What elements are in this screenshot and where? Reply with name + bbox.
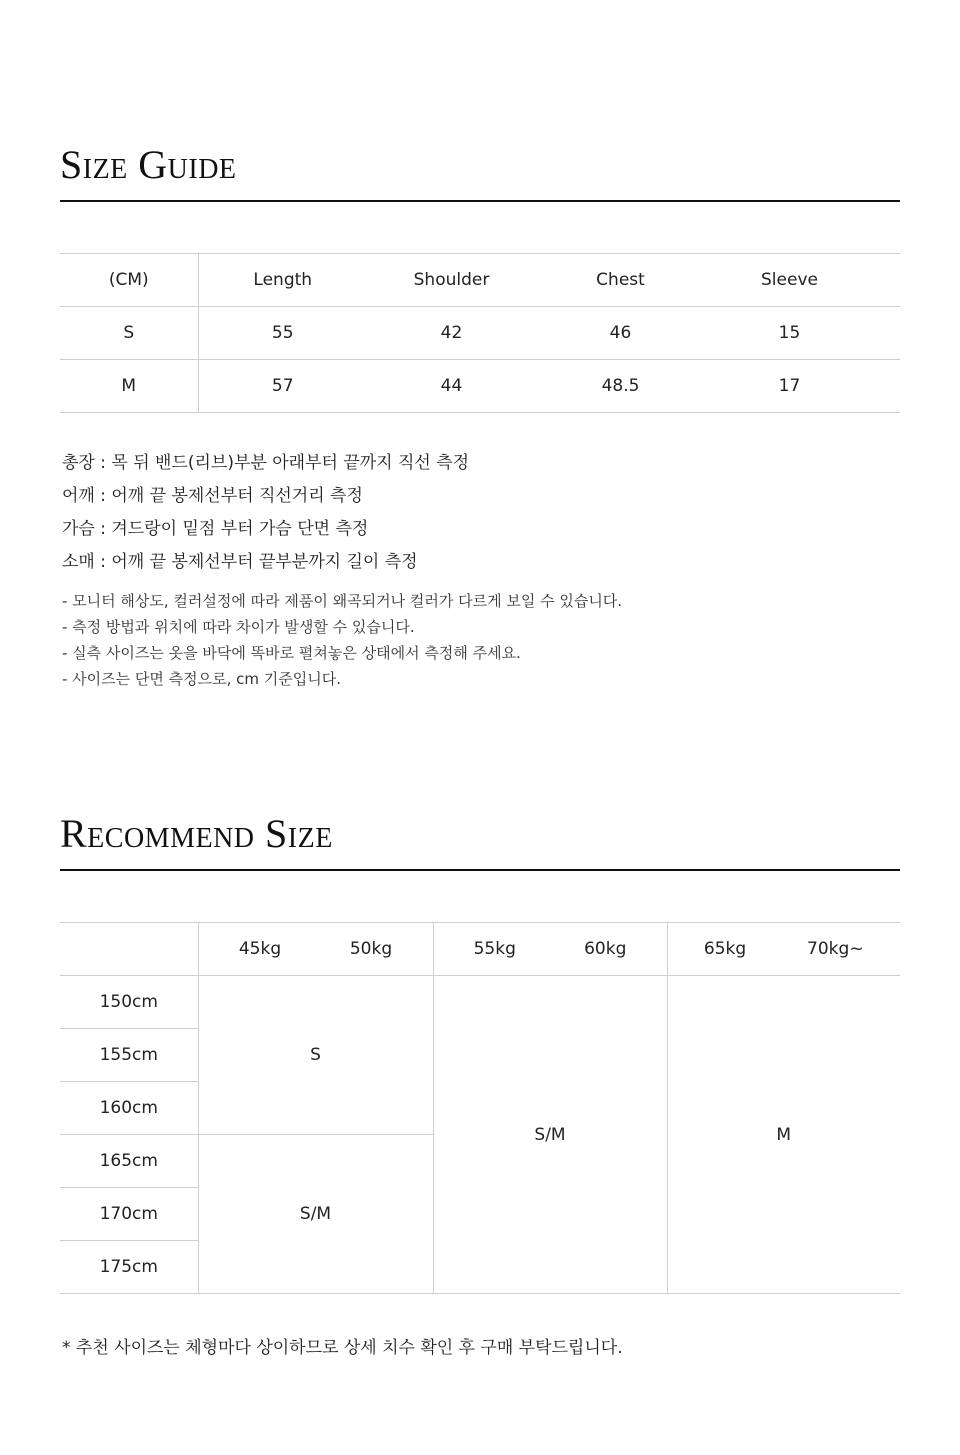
note-chest: 가슴 : 겨드랑이 밑점 부터 가슴 단면 측정 xyxy=(62,519,369,539)
disclaimer-notes xyxy=(62,588,622,692)
disclaimer-item: - 측정 방법과 위치에 따라 차이가 발생할 수 있습니다. xyxy=(62,618,415,636)
size-cell-s: S xyxy=(198,976,433,1135)
chest-value: 46 xyxy=(536,307,705,360)
measurement-notes xyxy=(62,447,469,579)
recommend-footnote: * 추천 사이즈는 체형마다 상이하므로 상세 치수 확인 후 구매 부탁드립니다. xyxy=(62,1338,623,1358)
size-guide-divider xyxy=(60,200,900,202)
size-cell-sm: S/M xyxy=(433,976,667,1294)
note-sleeve: 소매 : 어깨 끝 봉제선부터 끝부분까지 길이 측정 xyxy=(62,552,418,572)
length-value: 57 xyxy=(198,360,367,413)
height-label: 160cm xyxy=(60,1082,198,1135)
length-value: 55 xyxy=(198,307,367,360)
size-cell-sm: S/M xyxy=(198,1135,433,1294)
recommend-size-divider xyxy=(60,869,900,871)
weight-label: 50kg xyxy=(349,939,393,959)
weight-label: 45kg xyxy=(238,939,282,959)
weight-group xyxy=(667,923,900,976)
size-cell-m: M xyxy=(667,976,900,1294)
size-label: S xyxy=(60,307,198,360)
shoulder-value: 44 xyxy=(367,360,536,413)
table-row xyxy=(60,307,900,360)
disclaimer-item: - 사이즈는 단면 측정으로, cm 기준입니다. xyxy=(62,670,341,688)
height-label: 165cm xyxy=(60,1135,198,1188)
size-label: M xyxy=(60,360,198,413)
height-label: 175cm xyxy=(60,1241,198,1294)
disclaimer-item: - 모니터 해상도, 컬러설정에 따라 제품이 왜곡되거나 컬러가 다르게 보일 수 있습니다. xyxy=(62,592,623,610)
length-header: Length xyxy=(198,254,367,307)
weight-group xyxy=(433,923,667,976)
note-length: 총장 : 목 뒤 밴드(리브)부분 아래부터 끝까지 직선 측정 xyxy=(62,453,470,473)
recommend-size-title: Recommend Size xyxy=(60,811,333,856)
note-shoulder: 어깨 : 어깨 끝 봉제선부터 직선거리 측정 xyxy=(62,486,363,506)
table-header-row xyxy=(60,254,900,307)
shoulder-header: Shoulder xyxy=(367,254,536,307)
sleeve-value: 17 xyxy=(705,360,874,413)
disclaimer-item: - 실측 사이즈는 옷을 바닥에 똑바로 펼쳐놓은 상태에서 측정해 주세요. xyxy=(62,644,521,662)
shoulder-value: 42 xyxy=(367,307,536,360)
height-label: 170cm xyxy=(60,1188,198,1241)
weight-label: 55kg xyxy=(473,939,516,959)
table-row xyxy=(60,360,900,413)
chest-header: Chest xyxy=(536,254,705,307)
weight-label: 70kg~ xyxy=(807,939,864,959)
recommend-size-table xyxy=(60,922,900,1294)
weight-header-row xyxy=(60,923,900,976)
chest-value: 48.5 xyxy=(536,360,705,413)
weight-label: 60kg xyxy=(584,939,627,959)
height-label: 150cm xyxy=(60,976,198,1029)
sleeve-value: 15 xyxy=(705,307,874,360)
corner-cell xyxy=(60,923,198,976)
sleeve-header: Sleeve xyxy=(705,254,874,307)
unit-header: (CM) xyxy=(60,254,198,307)
weight-label: 65kg xyxy=(703,939,747,959)
table-row xyxy=(60,976,900,1029)
size-guide-title: Size Guide xyxy=(60,142,237,187)
size-chart-table xyxy=(60,253,900,413)
height-label: 155cm xyxy=(60,1029,198,1082)
weight-group xyxy=(198,923,433,976)
